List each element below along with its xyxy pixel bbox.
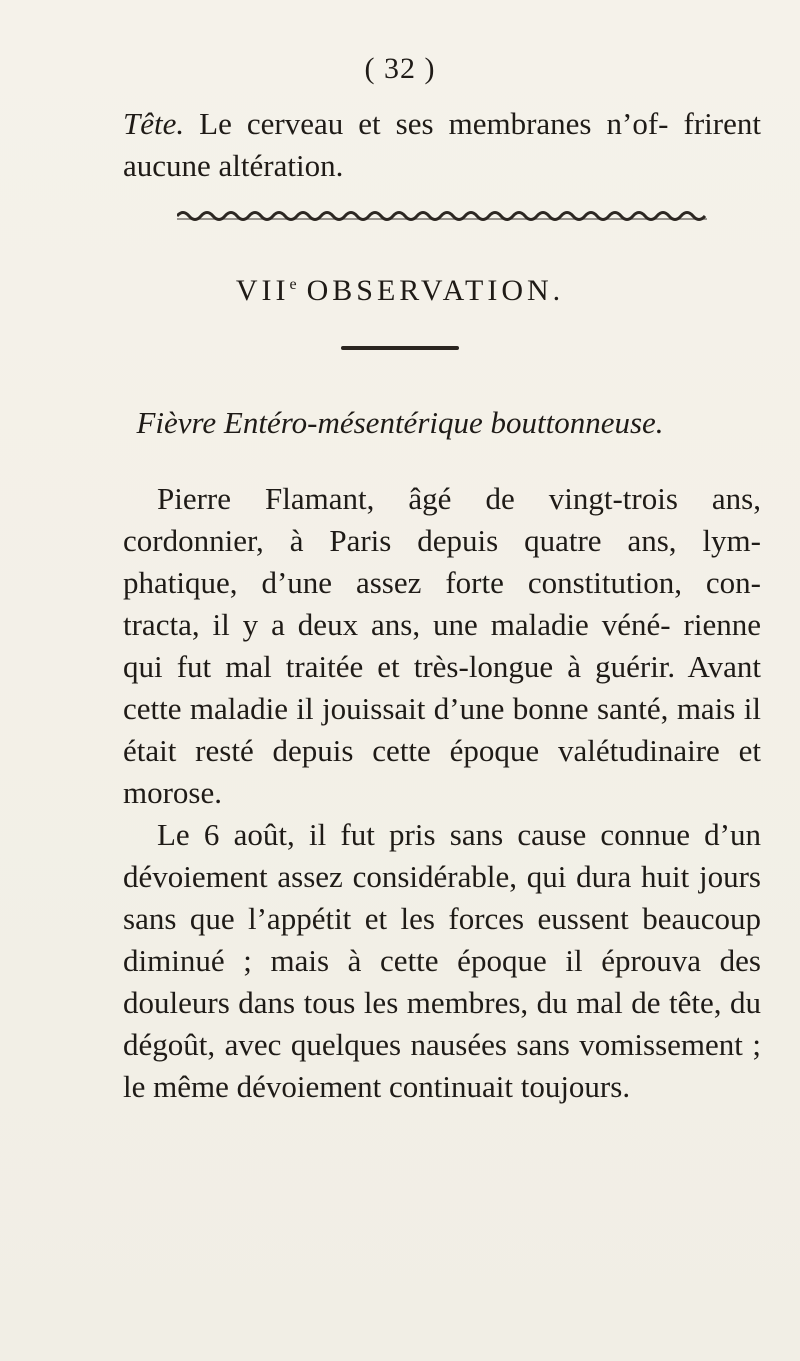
- decorative-ornament-band: [177, 207, 707, 225]
- case-subheading: Fièvre Entéro-mésentérique bouttonneuse.: [136, 405, 664, 440]
- intro-paragraph: [123, 103, 761, 187]
- case-body: [123, 478, 761, 1108]
- intro-lead: Tête.: [123, 106, 185, 141]
- observation-superscript: e: [289, 276, 297, 293]
- observation-word: OBSERVATION.: [306, 274, 565, 307]
- observation-number: VII: [235, 274, 290, 307]
- intro-text: Le cerveau et ses membranes n’of- frirent aucune altération.: [123, 106, 761, 183]
- paragraph-2: Le 6 août, il fut pris sans cause connue d’un dévoiement assez considérable, qui dura huit jours sans que l’appétit et les forces eussent beaucoup diminué ; mais à cette époque il éprouva des douleurs dans tous les membres, du mal de tête, du dégoût, avec quelques nausées sans vomissement ; le même dévoiement continuait toujours.: [123, 817, 761, 1104]
- decorative-rule: [341, 346, 459, 350]
- paragraph-1: Pierre Flamant, âgé de vingt-trois ans, cordonnier, à Paris depuis quatre ans, lym- phatique, d’une assez forte constitution, con- tracta, il y a deux ans, une maladie véné- rienne qui fut mal traitée et très-longue à guérir. Avant cette maladie il jouissait d’une bonne santé, mais il était resté depuis cette époque valétudinaire et morose.: [123, 481, 761, 810]
- observation-heading: [0, 274, 800, 308]
- page-number: ( 32 ): [364, 52, 436, 85]
